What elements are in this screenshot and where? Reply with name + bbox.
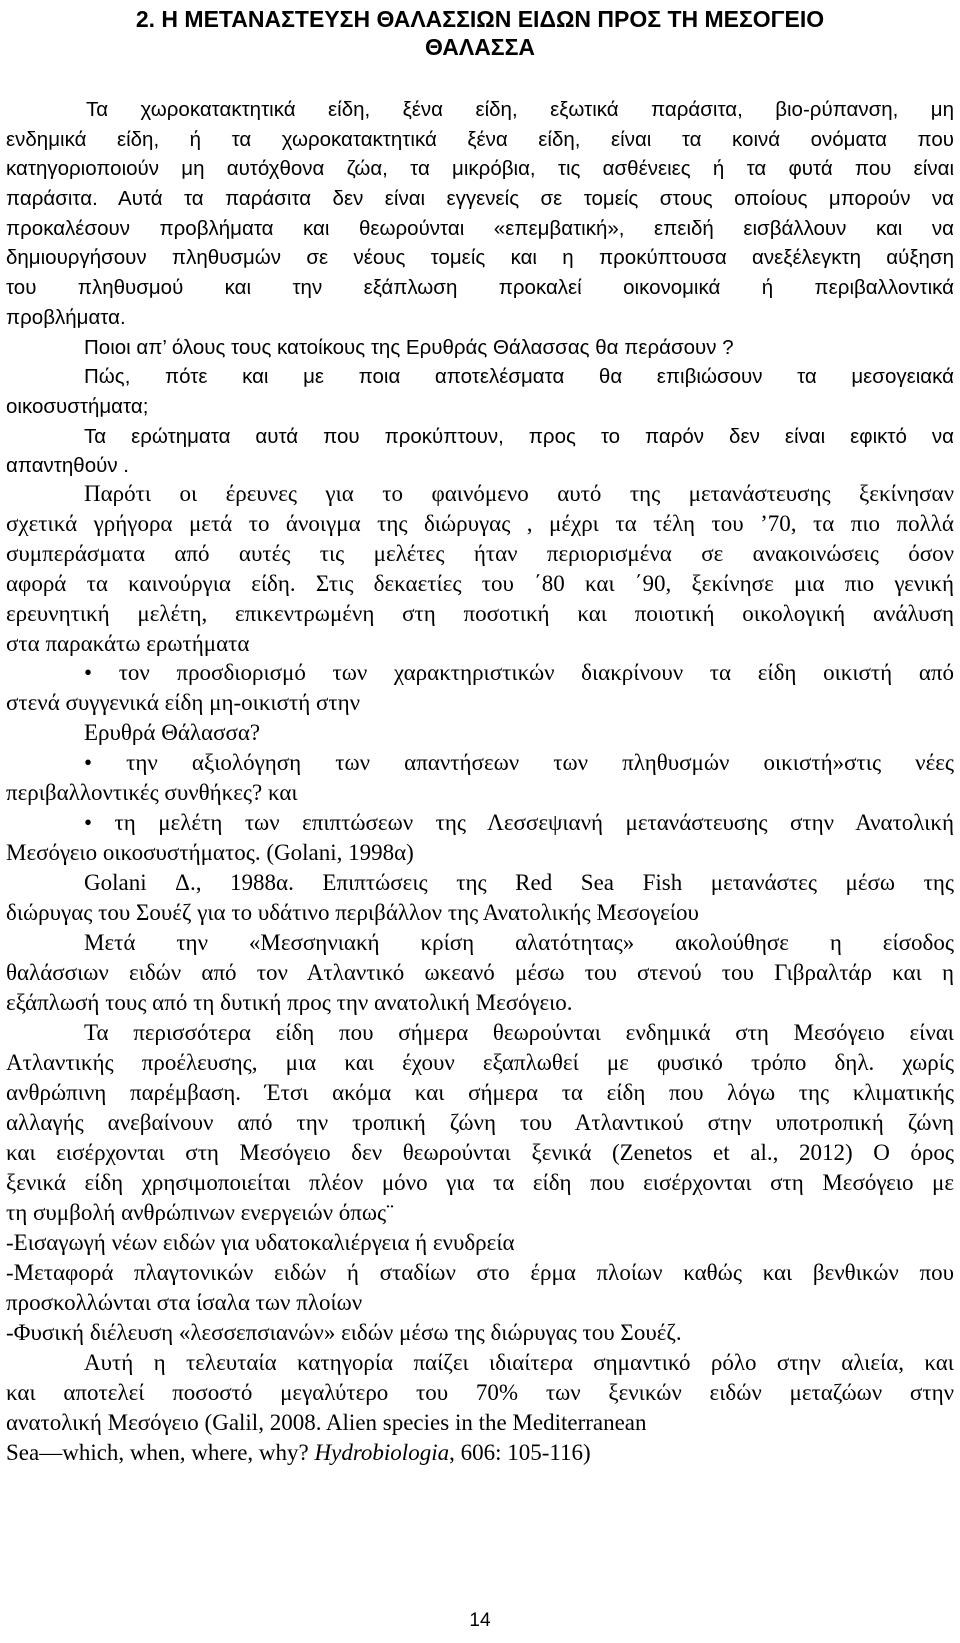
body-line: Ερυθρά Θάλασσα? <box>84 720 261 745</box>
body-line: Τα ερώτηματα αυτά που προκύπτουν, προς το παρόν δεν είναι εφικτό να <box>84 425 954 448</box>
body-line: κατηγοριοποιούν μη αυτόχθονα ζώα, τα μικρόβια, τις ασθένειες ή τα φυτά που είναι <box>6 157 954 180</box>
body-line: στενά συγγενικά είδη μη-οικιστή στην <box>6 690 361 715</box>
body-line: -Φυσική διέλευση «λεσσεπσιανών» ειδών μέσω της διώρυγας του Σουέζ. <box>6 1320 682 1345</box>
body-line: απαντηθούν . <box>6 454 129 477</box>
body-line: δημιουργήσουν πληθυσμών σε νέους τομείς και η προκύπτουσα ανεξέλεγκτη αύξηση <box>6 246 954 269</box>
reference-line <box>6 1440 954 1466</box>
body-line: στα παρακάτω ερωτήματα <box>6 631 250 656</box>
body-line: Ατλαντικής προέλευσης, μια και έχουν εξαπλωθεί με φυσικό τρόπο δηλ. χωρίς <box>6 1050 954 1075</box>
body-line: ανατολική Μεσόγειο (Galil, 2008. Alien species in the Mediterranean <box>6 1410 647 1435</box>
body-line: προκαλέσουν προβλήματα και θεωρούνται «επεμβατική», επειδή εισβάλλουν και να <box>6 217 954 240</box>
body-line: Αυτή η τελευταία κατηγορία παίζει ιδιαίτερα σημαντικό ρόλο στην αλιεία, και <box>84 1350 954 1375</box>
body-line: Ποιοι απ’ όλους τους κατοίκους της Ερυθράς Θάλασσας θα περάσουν ? <box>84 336 734 359</box>
journal-name: Hydrobiologia <box>314 1440 450 1465</box>
body-line: εξάπλωσή τους από τη δυτική προς την ανατολική Μεσόγειο. <box>6 990 573 1015</box>
body-line: • τη μελέτη των επιπτώσεων της Λεσσεψιανή μετανάστευσης στην Ανατολική <box>84 810 954 835</box>
body-line: τη συμβολή ανθρώπινων ενεργειών όπως¨ <box>6 1200 394 1225</box>
body-line: σχετικά γρήγορα μετά το άνοιγμα της διώρυγας , μέχρι τα τέλη του ’70, τα πιο πολλά <box>6 511 954 536</box>
body-line: • την αξιολόγηση των απαντήσεων των πληθυσμών οικιστή»στις νέες <box>84 750 954 775</box>
body-line: ενδημικά είδη, ή τα χωροκατακτητικά ξένα είδη, είναι τα κοινά ονόματα που <box>6 128 954 151</box>
reference-text: Sea—which, when, where, why? <box>6 1440 315 1465</box>
body-line: προσκολλώνται στα ίσαλα των πλοίων <box>6 1290 363 1315</box>
body-line: διώρυγας του Σουέζ για το υδάτινο περιβάλλον της Ανατολικής Μεσογείου <box>6 900 699 925</box>
body-line: και εισέρχονται στη Μεσόγειο δεν θεωρούνται ξενικά (Zenetos et al., 2012) Ο όρος <box>6 1140 954 1165</box>
body-line: ανθρώπινη παρέμβαση. Έτσι ακόμα και σήμερα τα είδη που λόγω της κλιματικής <box>6 1080 954 1105</box>
body-line: ερευνητική μελέτη, επικεντρωμένη στη ποσοτική και ποιοτική οικολογική ανάλυση <box>6 601 954 626</box>
body-line: συμπεράσματα από αυτές τις μελέτες ήταν περιορισμένα σε ανακοινώσεις όσον <box>6 541 954 566</box>
body-line: -Εισαγωγή νέων ειδών για υδατοκαλιέργεια ή ενυδρεία <box>6 1230 515 1255</box>
body-line: ξενικά είδη χρησιμοποιείται πλέον μόνο για τα είδη που εισέρχονται στη Μεσόγειο με <box>6 1170 954 1195</box>
body-line: παράσιτα. Αυτά τα παράσιτα δεν είναι εγγενείς σε τομείς στους οποίους μπορούν να <box>6 187 954 210</box>
body-line: Golani Δ., 1988α. Επιπτώσεις της Red Sea Fish μετανάστες μέσω της <box>84 870 954 895</box>
body-line: περιβαλλοντικές συνθήκες? και <box>6 780 298 805</box>
body-line: Πώς, πότε και με ποια αποτελέσματα θα επιβιώσουν τα μεσογειακά <box>84 365 954 388</box>
section-title-line-1: 2. Η ΜΕΤΑΝΑΣΤΕΥΣΗ ΘΑΛΑΣΣΙΩΝ ΕΙΔΩΝ ΠΡΟΣ ΤΗ ΜΕΣΟΓΕΙΟ <box>135 6 825 32</box>
section-title-line-2: ΘΑΛΑΣΣΑ <box>424 34 536 60</box>
body-line: Μεσόγειο οικοσυστήματος. (Golani, 1998α) <box>6 840 414 865</box>
body-line: αλλαγής ανεβαίνουν από την τροπική ζώνη του Ατλαντικού στην υποτροπική ζώνη <box>6 1110 954 1135</box>
page-number: 14 <box>469 1610 491 1631</box>
reference-pages: , 606: 105-116) <box>449 1440 591 1465</box>
body-line: Παρότι οι έρευνες για το φαινόμενο αυτό της μετανάστευσης ξεκίνησαν <box>84 481 954 506</box>
body-line: θαλάσσιων ειδών από τον Ατλαντικό ωκεανό μέσω του στενού του Γιβραλτάρ και η <box>6 960 954 985</box>
body-line: Τα περισσότερα είδη που σήμερα θεωρούνται ενδημικά στη Μεσόγειο είναι <box>84 1020 954 1045</box>
body-line: αφορά τα καινούργια είδη. Στις δεκαετίες του ΄80 και ΄90, ξεκίνησε μια πιο γενική <box>6 571 954 596</box>
body-line: του πληθυσμού και την εξάπλωση προκαλεί οικονομικά ή περιβαλλοντικά <box>6 276 954 299</box>
body-line: Τα χωροκατακτητικά είδη, ξένα είδη, εξωτικά παράσιτα, βιο-ρύπανση, μη <box>86 98 954 121</box>
body-line: προβλήματα. <box>6 306 126 329</box>
body-line: οικοσυστήματα; <box>6 395 149 418</box>
body-line: Μετά την «Μεσσηνιακή κρίση αλατότητας» ακολούθησε η είσοδος <box>84 930 954 955</box>
body-line: και αποτελεί ποσοστό μεγαλύτερο του 70% των ξενικών ειδών μεταζώων στην <box>6 1380 954 1405</box>
body-line: -Μεταφορά πλαγτονικών ειδών ή σταδίων στο έρμα πλοίων καθώς και βενθικών που <box>6 1260 954 1285</box>
body-line: • τον προσδιορισμό των χαρακτηριστικών διακρίνουν τα είδη οικιστή από <box>84 660 954 685</box>
